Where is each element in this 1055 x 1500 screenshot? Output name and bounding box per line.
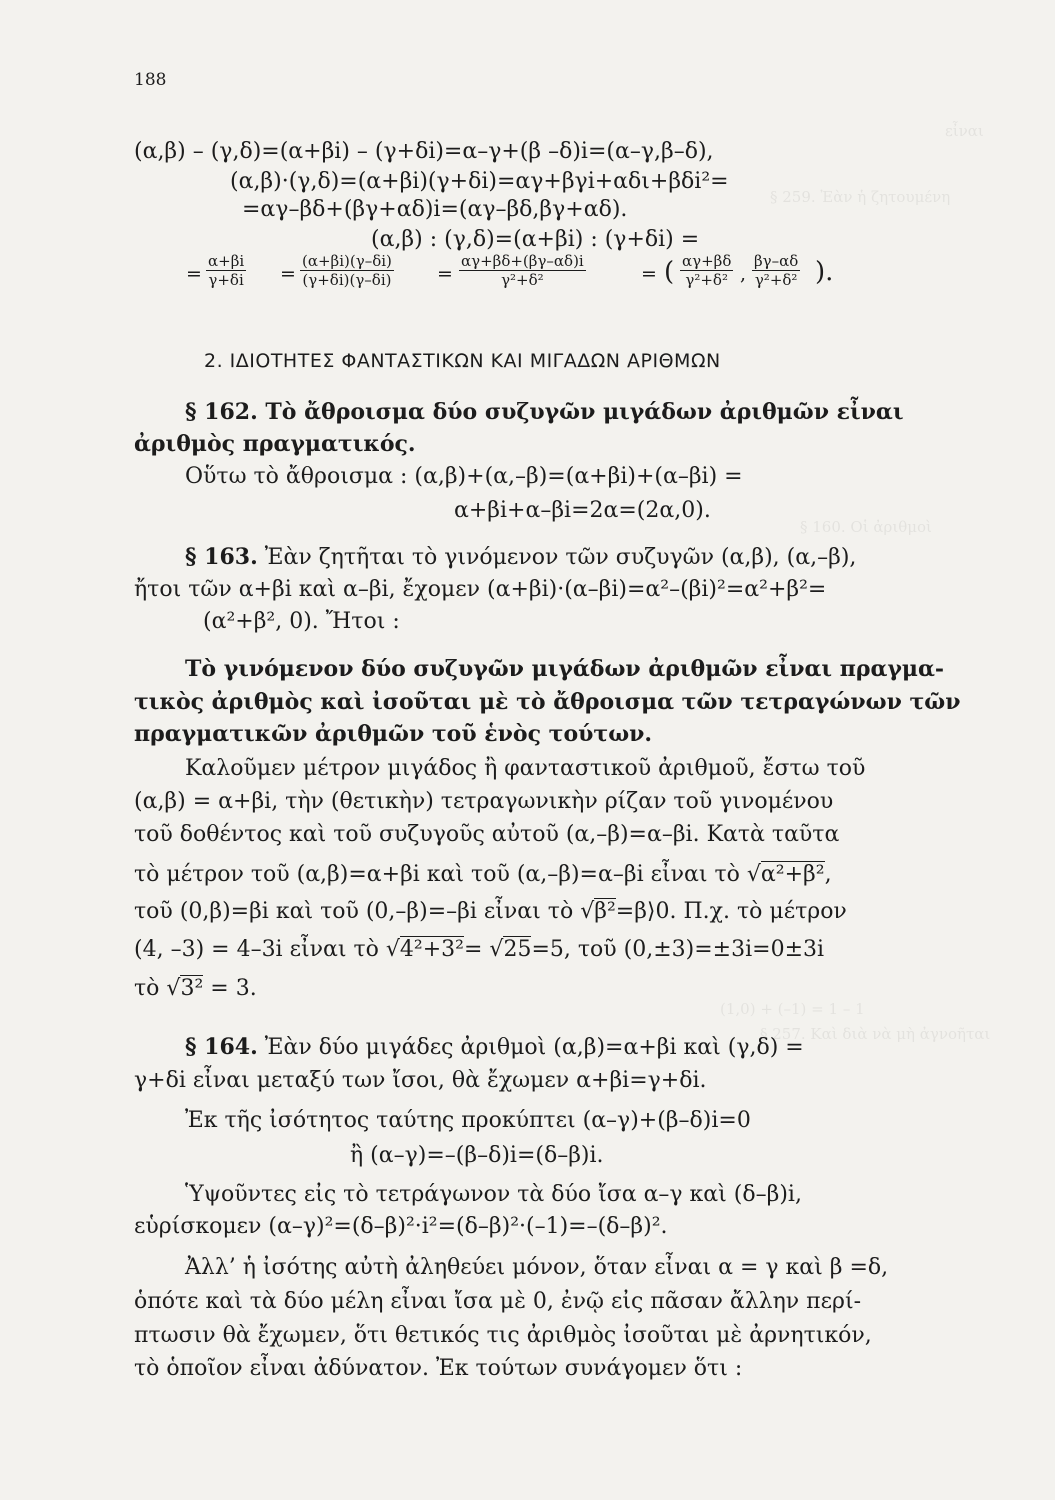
section-heading: 2. ΙΔΙΟΤΗΤΕΣ ΦΑΝΤΑΣΤΙΚΩΝ ΚΑΙ ΜΙΓΑΔΩΝ ΑΡΙΘΜΩΝ (204, 350, 721, 372)
radicand: α²+β² (760, 862, 825, 887)
radicand: 4²+3² (399, 937, 464, 962)
open-paren: ( (664, 257, 675, 287)
formula-division: (α,β) : (γ,δ)=(α+βi) : (γ+δi) = (371, 227, 700, 252)
radicand: 25 (503, 937, 532, 962)
close-paren: ). (815, 257, 834, 287)
formula-subtraction: (α,β) – (γ,δ)=(α+βi) – (γ+δi)=α–γ+(β –δ)i=(α–γ,β–δ), (134, 139, 714, 164)
paragraph-line: Καλοῦμεν μέτρον μιγάδος ἢ φανταστικοῦ ἀριθμοῦ, ἔστω τοῦ (185, 756, 866, 781)
section-163-intro: § 163. Ἐὰν ζητῆται τὸ γινόμενον τῶν συζυγῶν (α,β), (α,–β), (185, 544, 857, 570)
radicand: 3² (180, 976, 204, 1001)
paragraph-line: πτωσιν θὰ ἔχωμεν, ὅτι θετικός τις ἀριθμὸς ἰσοῦται μὲ ἀρνητικόν, (134, 1323, 872, 1348)
paragraph-line: ὁπότε καὶ τὰ δύο μέλη εἶναι ἴσα μὲ 0, ἐνῷ εἰς πᾶσαν ἄλλην περί- (134, 1289, 862, 1314)
fraction: $\frac{(\alpha+\beta i)(\gamma-\delta i)}{(\gamma+\delta i)(\gamma-\delta i)}$ (302, 252, 392, 289)
show-through-text: § 257. Καὶ διὰ νὰ μὴ ἀγνοῆται (760, 1025, 991, 1043)
section-number: § 162. (185, 399, 258, 425)
theorem-text: τικὸς ἀριθμὸς καὶ ἰσοῦται μὲ τὸ ἄθροισμα τῶν τετραγώνων τῶν (134, 689, 961, 715)
paragraph-line: ἢ (α–γ)=–(β–δ)i=(δ–β)i. (350, 1143, 604, 1168)
equals-sign: = (437, 263, 453, 285)
page-number: 188 (134, 70, 167, 90)
paragraph-line: εὑρίσκομεν (α–γ)²=(δ–β)²·i²=(δ–β)²·(–1)=–(δ–β)². (134, 1214, 668, 1239)
theorem-text: Τὸ γινόμενον δύο συζυγῶν μιγάδων ἀριθμῶν εἶναι πραγμα- (185, 656, 945, 682)
show-through-text: § 160. Οἱ ἀριθμοὶ (800, 518, 932, 536)
section-164-intro: § 164. Ἐὰν δύο μιγάδες ἀριθμοὶ (α,β)=α+βi καὶ (γ,δ) = (185, 1034, 804, 1060)
paragraph-line: γ+δi εἶναι μεταξύ των ἴσοι, θὰ ἔχωμεν α+βi=γ+δi. (134, 1068, 707, 1093)
radical-sign: √ (746, 862, 761, 887)
equals-sign: = (186, 263, 202, 285)
section-162-sum: Οὕτω τὸ ἄθροισμα : (α,β)+(α,–β)=(α+βi)+(α–βi) = (185, 464, 743, 489)
radical-sign: √ (385, 937, 400, 962)
fraction: $\frac{\beta\gamma-\alpha\delta}{\text{γ²+δ²}}$ (754, 252, 799, 289)
paragraph-line: τοῦ δοθέντος καὶ τοῦ συζυγοῦς αὐτοῦ (α,–β)=α–βi. Κατὰ ταῦτα (134, 822, 840, 847)
show-through-text: εἶναι (945, 122, 984, 140)
paragraph-line: (4, –3) = 4–3i εἶναι τὸ √4²+3²= √25=5, τοῦ (0,±3)=±3i=0±3i (134, 937, 825, 962)
theorem-text: πραγματικῶν ἀριθμῶν τοῦ ἑνὸς τούτων. (134, 721, 653, 747)
comma: , (740, 263, 747, 285)
section-number: § 164. (185, 1034, 258, 1060)
paragraph-line: Ὑψοῦντες εἰς τὸ τετράγωνον τὰ δύο ἴσα α–γ καὶ (δ–β)i, (185, 1182, 802, 1207)
radical-sign: √ (580, 899, 595, 924)
paragraph-line: (α,β) = α+βi, τὴν (θετικὴν) τετραγωνικὴν ρίζαν τοῦ γινομένου (134, 789, 834, 814)
paragraph-line: Ἐκ τῆς ἰσότητος ταύτης προκύπτει (α–γ)+(β–δ)i=0 (185, 1108, 751, 1133)
show-through-text: (1,0) + (–1) = 1 – 1 (720, 1000, 865, 1018)
section-163-line: (α²+β², 0). Ἤτοι : (203, 609, 400, 634)
paragraph-line: τὸ √3² = 3. (134, 976, 257, 1001)
section-162-title: § 162. Τὸ ἄθροισμα δύο συζυγῶν μιγάδων ἀριθμῶν εἶναι (185, 399, 904, 425)
section-162-title-cont: ἀριθμὸς πραγματικός. (134, 431, 416, 457)
equals-sign: = (641, 263, 657, 285)
formula-multiplication-result: =αγ–βδ+(βγ+αδ)i=(αγ–βδ,βγ+αδ). (242, 197, 628, 222)
radical-sign: √ (489, 937, 504, 962)
fraction: $\frac{\alpha+\beta i}{\gamma+\delta i}$ (208, 252, 245, 289)
section-163-line: ἤτοι τῶν α+βi καὶ α–βi, ἔχομεν (α+βi)·(α–βi)=α²–(βi)²=α²+β²= (134, 577, 827, 602)
formula-multiplication: (α,β)·(γ,δ)=(α+βi)(γ+δi)=αγ+βγi+αδι+βδi²= (230, 169, 729, 194)
radical-sign: √ (166, 976, 181, 1001)
equals-sign: = (280, 263, 296, 285)
paragraph-line: τὸ μέτρον τοῦ (α,β)=α+βi καὶ τοῦ (α,–β)=α–βi εἶναι τὸ √α²+β², (134, 862, 832, 887)
radicand: β² (594, 899, 616, 924)
paragraph-line: τοῦ (0,β)=βi καὶ τοῦ (0,–β)=–βi εἶναι τὸ √β²=β⟩0. Π.χ. τὸ μέτρον (134, 899, 847, 924)
section-162-result: α+βi+α–βi=2α=(2α,0). (454, 498, 711, 523)
paragraph-line: Ἀλλ’ ἡ ἰσότης αὐτὴ ἀληθεύει μόνον, ὅταν εἶναι α = γ καὶ β =δ, (185, 1255, 889, 1280)
show-through-text: § 259. Ἐὰν ἡ ζητουμένη (770, 188, 951, 206)
paragraph-line: τὸ ὁποῖον εἶναι ἀδύνατον. Ἐκ τούτων συνάγομεν ὅτι : (134, 1356, 743, 1381)
fraction: $\frac{\alpha\gamma+\beta\delta+(\beta\gamma-\alpha\delta)i}{\text{γ²+δ²}}$ (461, 252, 584, 289)
section-number: § 163. (185, 544, 258, 570)
fraction: $\frac{\alpha\gamma+\beta\delta}{\text{γ²+δ²}}$ (682, 252, 732, 289)
